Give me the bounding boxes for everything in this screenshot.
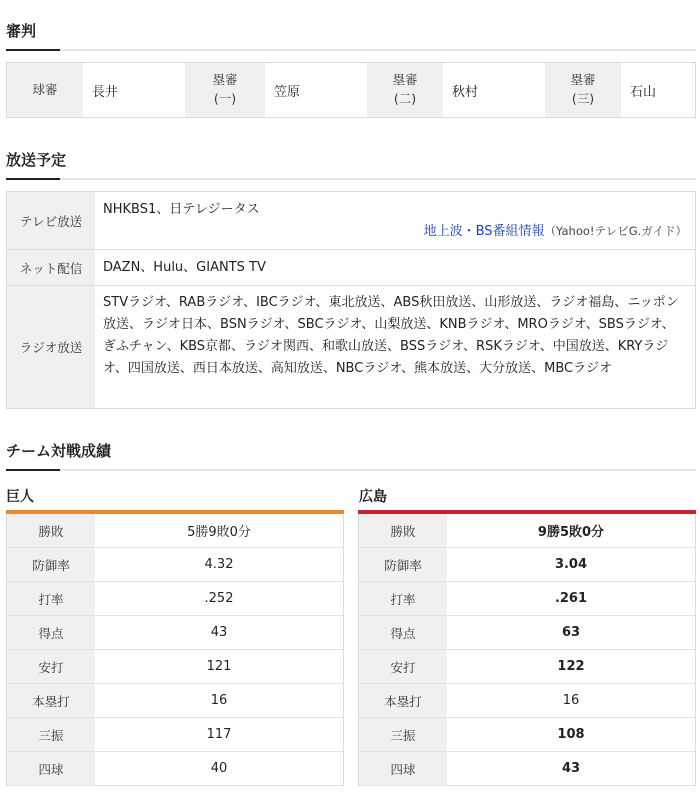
stat-label-left: 三振 <box>7 718 95 751</box>
stat-value-right: 16 <box>562 693 580 708</box>
broadcast-label-radio: ラジオ放送 <box>7 286 95 408</box>
umpires-title-divider <box>6 49 696 51</box>
broadcast-row-tv <box>7 192 695 249</box>
stat-row-left <box>7 616 343 650</box>
stat-value-left: 5勝9敗0分 <box>187 525 251 540</box>
stat-row-right <box>359 650 695 684</box>
stat-label-left: 本塁打 <box>7 684 95 717</box>
broadcast-title: 放送予定 <box>6 151 67 169</box>
stat-row-right <box>359 514 695 548</box>
stat-label-right: 得点 <box>359 616 447 649</box>
stat-label-left: 安打 <box>7 650 95 683</box>
stat-value-right: 43 <box>561 761 581 776</box>
stat-label-left: 勝敗 <box>7 514 95 547</box>
stat-row-left <box>7 582 343 616</box>
broadcast-label-tv: テレビ放送 <box>7 192 95 249</box>
umpire-position-first: 塁審 (一) <box>185 63 265 117</box>
stat-value-right: 122 <box>557 659 585 674</box>
team-name-left: 巨人 <box>6 489 34 505</box>
stat-row-left <box>7 718 343 752</box>
umpire-position-second: 塁審 (二) <box>367 63 443 117</box>
stat-value-left: .252 <box>204 591 234 606</box>
umpire-position-third: 塁審 (三) <box>545 63 621 117</box>
stat-label-right: 三振 <box>359 718 447 751</box>
broadcast-value-radio: STVラジオ、RABラジオ、IBCラジオ、東北放送、ABS秋田放送、山形放送、ラジオ福島、ニッポン放送、ラジオ日本、BSNラジオ、SBCラジオ、山梨放送、KNBラジオ、MROラジオ、SBSラジオ、ぎふチャン、KBS京都、ラジオ関西、和歌山放送、BSSラジオ、RSKラジオ、中国放送、KRYラジオ、四国放送、西日本放送、高知放送、NBCラジオ、熊本放送、大分放送、MBCラジオ <box>103 295 679 376</box>
broadcast-value-net: DAZN、Hulu、GIANTS TV <box>103 260 266 275</box>
umpires-table <box>6 62 696 118</box>
broadcast-value-tv: NHKBS1、日テレジータス <box>103 202 260 217</box>
team-stats-table-left <box>6 514 344 786</box>
stat-label-left: 得点 <box>7 616 95 649</box>
stat-label-right: 勝敗 <box>359 514 447 547</box>
stat-row-left <box>7 684 343 718</box>
team-name-right: 広島 <box>359 489 387 505</box>
stat-row-right <box>359 582 695 616</box>
stat-label-left: 防御率 <box>7 548 95 581</box>
stat-row-right <box>359 616 695 650</box>
tv-program-info-note: （Yahoo!テレビG.ガイド） <box>544 224 687 238</box>
broadcast-row-radio <box>7 285 695 408</box>
broadcast-table <box>6 191 696 409</box>
stat-label-right: 四球 <box>359 752 447 785</box>
stat-label-right: 打率 <box>359 582 447 615</box>
stat-row-left <box>7 548 343 582</box>
stat-row-left <box>7 752 343 786</box>
umpire-name-third: 石山 <box>621 63 695 117</box>
stat-value-left: 16 <box>210 693 228 708</box>
stat-value-right: 9勝5敗0分 <box>537 525 605 540</box>
stat-value-right: .261 <box>554 591 588 606</box>
stat-label-right: 本塁打 <box>359 684 447 717</box>
stat-label-right: 安打 <box>359 650 447 683</box>
stat-row-left <box>7 650 343 684</box>
stat-label-left: 打率 <box>7 582 95 615</box>
stat-row-right <box>359 548 695 582</box>
tv-program-info-link[interactable]: 地上波・BS番組情報 <box>423 224 545 239</box>
stat-value-left: 121 <box>206 659 232 674</box>
umpire-name-home: 長井 <box>83 63 185 117</box>
umpire-name-second: 秋村 <box>443 63 545 117</box>
umpire-name-first: 笠原 <box>265 63 367 117</box>
broadcast-row-net <box>7 249 695 285</box>
stat-row-right <box>359 684 695 718</box>
stat-label-left: 四球 <box>7 752 95 785</box>
team-stats-title-divider <box>6 469 696 471</box>
stat-value-left: 40 <box>210 761 228 776</box>
stat-row-right <box>359 718 695 752</box>
team-stats-table-right <box>358 514 696 786</box>
stat-label-right: 防御率 <box>359 548 447 581</box>
team-stats-title: チーム対戦成績 <box>6 442 112 460</box>
broadcast-label-net: ネット配信 <box>7 250 95 285</box>
stat-value-right: 108 <box>557 727 585 742</box>
stat-value-left: 117 <box>206 727 232 742</box>
stat-value-left: 43 <box>210 625 228 640</box>
umpires-title: 審判 <box>6 22 37 40</box>
stat-row-right <box>359 752 695 786</box>
stat-value-right: 63 <box>561 625 581 640</box>
stat-value-right: 3.04 <box>554 557 588 572</box>
stat-value-left: 4.32 <box>204 557 234 572</box>
broadcast-title-divider <box>6 178 696 180</box>
stat-row-left <box>7 514 343 548</box>
umpire-position-home: 球審 <box>7 63 83 117</box>
